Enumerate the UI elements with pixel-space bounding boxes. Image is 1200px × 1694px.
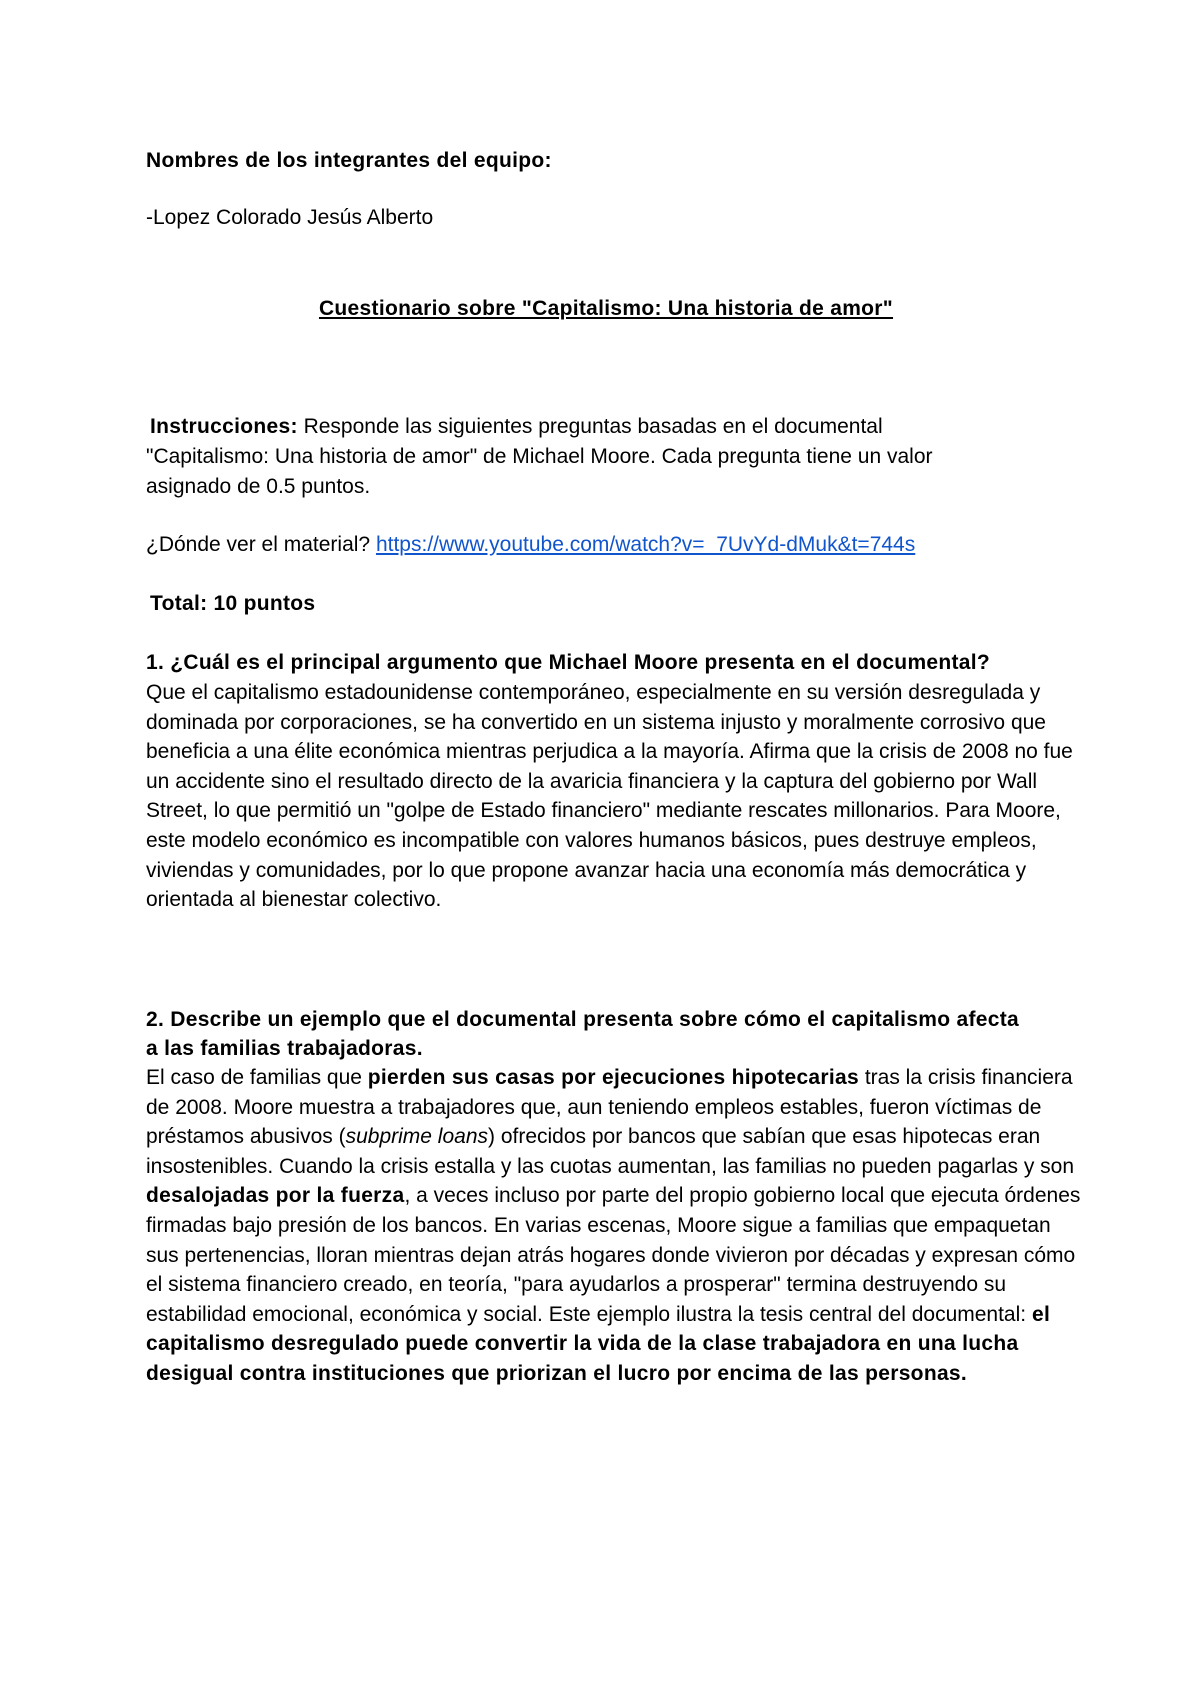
instructions-line-3: asignado de 0.5 puntos.	[146, 475, 371, 498]
answer-2-part-2: tras la crisis financiera de 2008. Moore muestra a trabajadores que, aun teniendo empleos estables, fueron víctimas de préstamos abusivos (	[146, 1066, 1073, 1149]
answer-2-bold-3: el capitalismo desregulado puede convertir la vida de la clase trabajadora en una lucha desigual contra instituciones que priorizan el lucro por encima de las personas.	[146, 1302, 1051, 1385]
material-question: ¿Dónde ver el material?	[146, 533, 371, 556]
instructions-label: Instrucciones:	[150, 415, 298, 438]
answer-1: Que el capitalismo estadounidense contemporáneo, especialmente en su versión desregulada y dominada por corporaciones, se ha convertido en un sistema injusto y moralmente corrosivo que beneficia a una élite económica mientras perjudica a la mayoría. Afirma que la crisis de 2008 no fue un accidente sino el resultado directo de la avaricia financiera y la captura del gobierno por Wall Street, lo que permitió un "golpe de Estado financiero" mediante rescates millonarios. Para Moore, este modelo económico es incompatible con valores humanos básicos, pues destruye empleos, viviendas y comunidades, por lo que propone avanzar hacia una economía más democrática y orientada al bienestar colectivo.	[146, 681, 1073, 912]
answer-2-bold-1: pierden sus casas por ejecuciones hipotecarias	[367, 1066, 859, 1089]
answer-2-part-4: , a veces incluso por parte del propio gobierno local que ejecuta órdenes firmadas bajo presión de los bancos. En varias escenas, Moore sigue a familias que empaquetan sus pertenencias, lloran mientras dejan atrás hogares donde vivieron por décadas y expresan cómo el sistema financiero creado, en teoría, "para ayudarlos a prosperar" termina destruyendo su estabilidad emocional, económica y social. Este ejemplo ilustra la tesis central del documental:	[146, 1184, 1081, 1326]
total-points: Total: 10 puntos	[150, 592, 316, 615]
video-link[interactable]: https://www.youtube.com/watch?v=_7UvYd-dMuk&t=744s	[375, 533, 916, 556]
document-title: Cuestionario sobre "Capitalismo: Una historia de amor"	[318, 297, 894, 320]
question-2-line-2: a las familias trabajadoras.	[146, 1037, 423, 1060]
answer-2-italic: subprime loans	[345, 1125, 488, 1149]
answer-2-bold-2: desalojadas por la fuerza	[146, 1184, 405, 1208]
instructions-text-1: Responde las siguientes preguntas basadas en el documental	[303, 415, 883, 438]
team-heading: Nombres de los integrantes del equipo:	[146, 149, 552, 172]
instructions-line-1	[150, 412, 883, 442]
question-1: 1. ¿Cuál es el principal argumento que Michael Moore presenta en el documental?	[146, 651, 991, 674]
answer-2-part-1: El caso de familias que	[146, 1066, 362, 1089]
instructions-line-2: "Capitalismo: Una historia de amor" de Michael Moore. Cada pregunta tiene un valor	[146, 445, 933, 468]
material-line	[146, 530, 915, 560]
question-2-line-1: 2. Describe un ejemplo que el documental presenta sobre cómo el capitalismo afecta	[146, 1008, 1020, 1031]
answer-2-part-3: ) ofrecidos por bancos que sabían que esas hipotecas eran insostenibles. Cuando la crisis estalla y las cuotas aumentan, las familias no pueden pagarlas y son	[146, 1125, 1075, 1178]
answer-2	[146, 1063, 1086, 1389]
team-member: -Lopez Colorado Jesús Alberto	[146, 206, 434, 229]
